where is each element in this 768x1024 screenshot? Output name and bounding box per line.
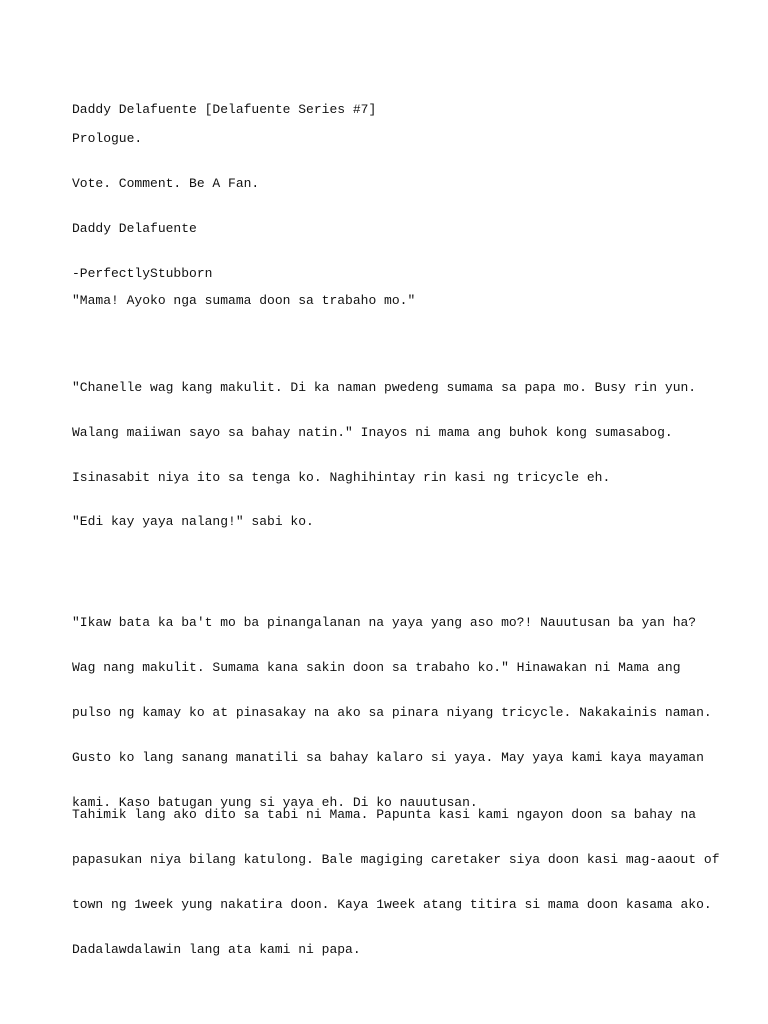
front-matter-line: Vote. Comment. Be A Fan.: [72, 176, 260, 191]
paragraph-line: papasukan niya bilang katulong. Bale magiging caretaker siya doon kasi mag-aaout of: [72, 852, 720, 867]
paragraph-line: town ng 1week yung nakatira doon. Kaya 1week atang titira si mama doon kasama ako.: [72, 897, 712, 912]
front-matter-line: Daddy Delafuente: [72, 221, 197, 236]
paragraph-line: Isinasabit niya ito sa tenga ko. Naghihintay rin kasi ng tricycle eh.: [72, 470, 611, 485]
paragraph-line: Wag nang makulit. Sumama kana sakin doon sa trabaho ko." Hinawakan ni Mama ang: [72, 660, 681, 675]
paragraph: [72, 484, 712, 559]
paragraph-line: Walang maiiwan sayo sa bahay natin." Inayos ni mama ang buhok kong sumasabog.: [72, 425, 673, 440]
paragraph: [72, 263, 712, 338]
paragraph-line: kami. Kaso batugan yung si yaya eh. Di ko nauutusan.: [72, 795, 478, 810]
paragraph-line: Tahimik lang ako dito sa tabi ni Mama. Papunta kasi kami ngayon doon sa bahay na: [72, 807, 697, 822]
paragraph-line: Dadalawdalawin lang ata kami ni papa.: [72, 942, 361, 957]
paragraph-line: "Mama! Ayoko nga sumama doon sa trabaho mo.": [72, 293, 416, 308]
front-matter-line: Prologue.: [72, 131, 143, 146]
front-matter-line: -PerfectlyStubborn: [72, 266, 213, 281]
title-line: Daddy Delafuente [Delafuente Series #7]: [72, 102, 377, 117]
paragraph: [72, 777, 720, 987]
paragraph-line: "Chanelle wag kang makulit. Di ka naman pwedeng sumama sa papa mo. Busy rin yun.: [72, 380, 697, 395]
paragraph-line: pulso ng kamay ko at pinasakay na ako sa pinara niyang tricycle. Nakakainis naman.: [72, 705, 712, 720]
paragraph-line: Gusto ko lang sanang manatili sa bahay kalaro si yaya. May yaya kami kaya mayaman: [72, 750, 704, 765]
paragraph-line: "Ikaw bata ka ba't mo ba pinangalanan na yaya yang aso mo?! Nauutusan ba yan ha?: [72, 615, 697, 630]
paragraph-line: "Edi kay yaya nalang!" sabi ko.: [72, 514, 314, 529]
